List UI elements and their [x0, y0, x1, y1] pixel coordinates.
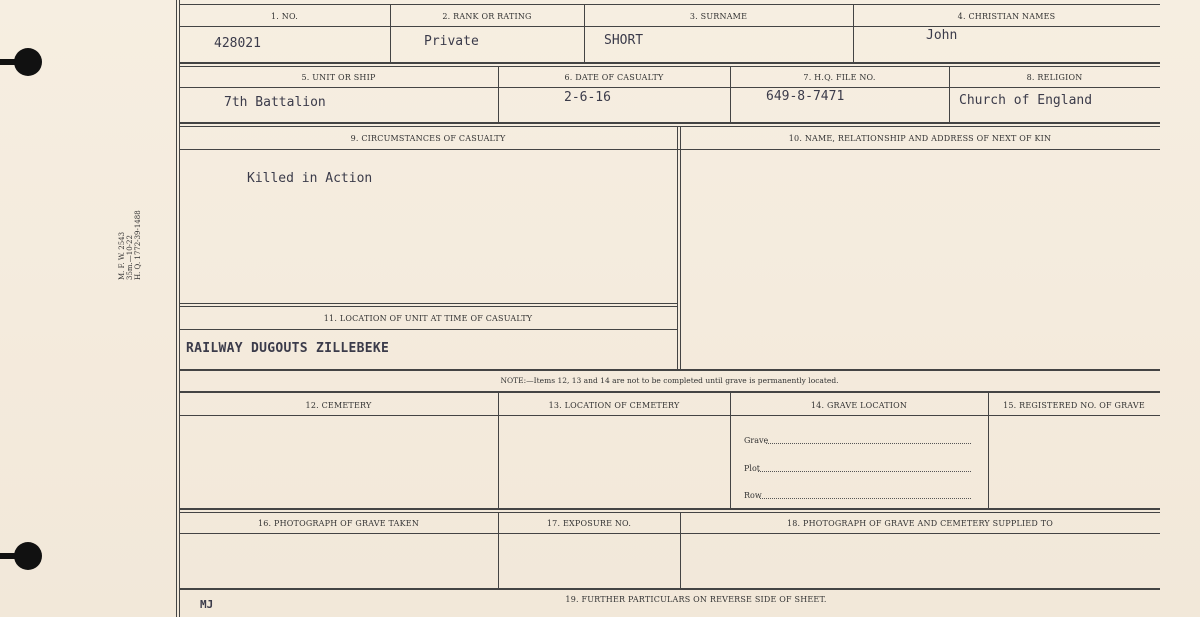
value-religion: Church of England: [959, 93, 1093, 108]
value-unit: 7th Battalion: [224, 95, 326, 110]
initials: MJ: [200, 598, 214, 611]
label-grave: Grave: [744, 436, 769, 445]
label-photo-taken: 16. PHOTOGRAPH OF GRAVE TAKEN: [257, 519, 420, 528]
value-rank: Private: [424, 34, 479, 49]
label-exposure-no: 17. EXPOSURE NO.: [546, 519, 632, 528]
value-location: RAILWAY DUGOUTS ZILLEBEKE: [186, 341, 390, 356]
value-surname: SHORT: [604, 33, 644, 48]
label-photo-supplied: 18. PHOTOGRAPH OF GRAVE AND CEMETERY SUPPLIED TO: [786, 519, 1054, 528]
label-row: Row: [744, 491, 762, 500]
value-file-no: 649-8-7471: [766, 89, 845, 104]
label-file-no: 7. H.Q. FILE NO.: [803, 73, 876, 82]
value-circumstances: Killed in Action: [247, 171, 373, 186]
label-religion: 8. RELIGION: [1026, 73, 1083, 82]
value-christian-names: John: [926, 28, 958, 43]
value-date: 2-6-16: [564, 90, 611, 105]
border-left: [176, 0, 177, 617]
label-number: 1. NO.: [270, 12, 298, 21]
label-registered-no: 15. REGISTERED NO. OF GRAVE: [1003, 401, 1145, 410]
label-rank: 2. RANK OR RATING: [442, 12, 532, 21]
label-next-of-kin: 10. NAME, RELATIONSHIP AND ADDRESS OF NEXT OF KIN: [788, 134, 1052, 143]
label-cemetery-location: 13. LOCATION OF CEMETERY: [548, 401, 680, 410]
label-grave-location: 14. GRAVE LOCATION: [810, 401, 908, 410]
label-date: 6. DATE OF CASUALTY: [564, 73, 664, 82]
label-christian-names: 4. CHRISTIAN NAMES: [957, 12, 1056, 21]
binder-hole: [14, 542, 42, 570]
label-location: 11. LOCATION OF UNIT AT TIME OF CASUALTY: [323, 314, 533, 323]
label-cemetery: 12. CEMETERY: [305, 401, 372, 410]
note-text: NOTE:—Items 12, 13 and 14 are not to be completed until grave is permanently located.: [500, 376, 839, 385]
label-circumstances: 9. CIRCUMSTANCES OF CASUALTY: [350, 134, 506, 143]
form-code: M. F. W. 2543 35m.—10-22 H. Q. 1772-39-1488: [118, 210, 142, 280]
label-plot: Plot: [744, 464, 760, 473]
value-number: 428021: [214, 36, 261, 51]
label-further-particulars: 19. FURTHER PARTICULARS ON REVERSE SIDE OF SHEET.: [565, 595, 827, 604]
binder-hole: [14, 48, 42, 76]
label-unit: 5. UNIT OR SHIP: [301, 73, 376, 82]
label-surname: 3. SURNAME: [689, 12, 748, 21]
